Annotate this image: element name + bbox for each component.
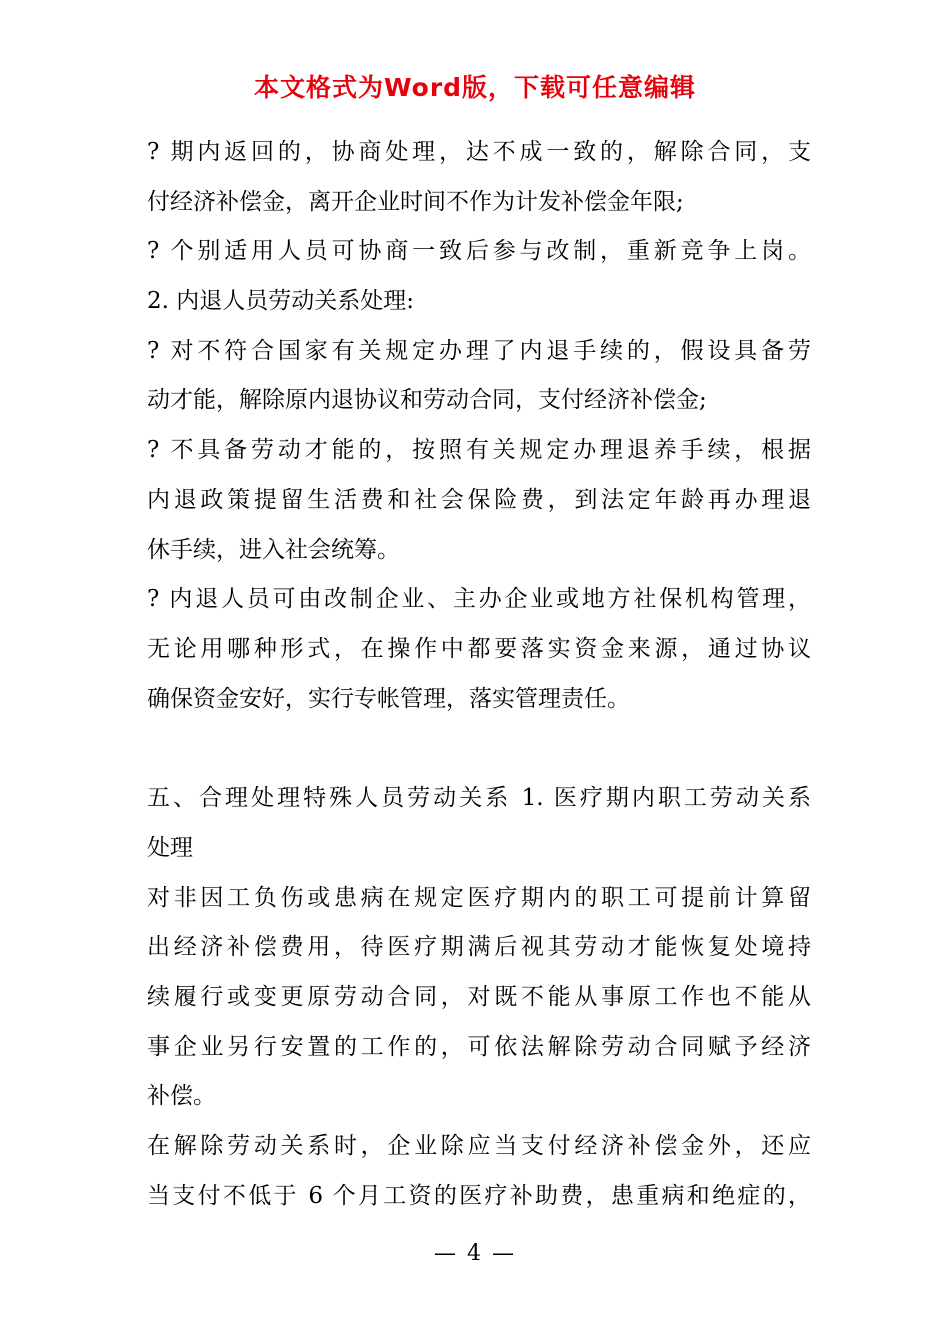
text-line: 无论用哪种形式，在操作中都要落实资金来源，通过协议 xyxy=(147,635,811,662)
section-heading: 2. 内退人员劳动关系处理: xyxy=(147,288,415,315)
text-line: 内退政策提留生活费和社会保险费，到法定年龄再办理退 xyxy=(147,486,811,513)
text-line: 在解除劳动关系时，企业除应当支付经济补偿金外，还应 xyxy=(147,1133,811,1160)
page-number: — 4 — xyxy=(434,1241,516,1266)
section-heading: 五、合理处理特殊人员劳动关系 1. 医疗期内职工劳动关系 xyxy=(147,785,811,812)
text-line: ? 个别适用人员可协商一致后参与改制，重新竞争上岗。 xyxy=(147,238,811,265)
document-body xyxy=(147,128,811,1221)
text-line: ? 内退人员可由改制企业、主办企业或地方社保机构管理， xyxy=(147,586,811,613)
text-line: ? 期内返回的，协商处理，达不成一致的，解除合同，支 xyxy=(147,139,811,165)
text-line: 付经济补偿金，离开企业时间不作为计发补偿金年限; xyxy=(147,188,684,215)
text-line: 补偿。 xyxy=(147,1083,216,1110)
text-line: 当支付不低于 6 个月工资的医疗补助费，患重病和绝症的， xyxy=(147,1182,811,1209)
text-line: 事企业另行安置的工作的，可依法解除劳动合同赋予经济 xyxy=(147,1033,811,1060)
text-line: 出经济补偿费用，待医疗期满后视其劳动才能恢复处境持 xyxy=(147,934,811,961)
text-line: 处理 xyxy=(147,834,193,861)
text-line: 休手续，进入社会统筹。 xyxy=(147,536,400,563)
paragraph-gap xyxy=(147,724,811,774)
document-header-notice: 本文格式为Word版，下载可任意编辑 xyxy=(253,73,697,102)
text-line: 确保资金安好，实行专帐管理，落实管理责任。 xyxy=(147,685,630,712)
text-line: 续履行或变更原劳动合同，对既不能从事原工作也不能从 xyxy=(147,984,811,1010)
text-line: 对非因工负伤或患病在规定医疗期内的职工可提前计算留 xyxy=(147,884,811,911)
text-line: ? 不具备劳动才能的，按照有关规定办理退养手续，根据 xyxy=(147,437,811,464)
text-line: 动才能，解除原内退协议和劳动合同，支付经济补偿金; xyxy=(147,387,707,414)
text-line: ? 对不符合国家有关规定办理了内退手续的，假设具备劳 xyxy=(147,337,811,364)
